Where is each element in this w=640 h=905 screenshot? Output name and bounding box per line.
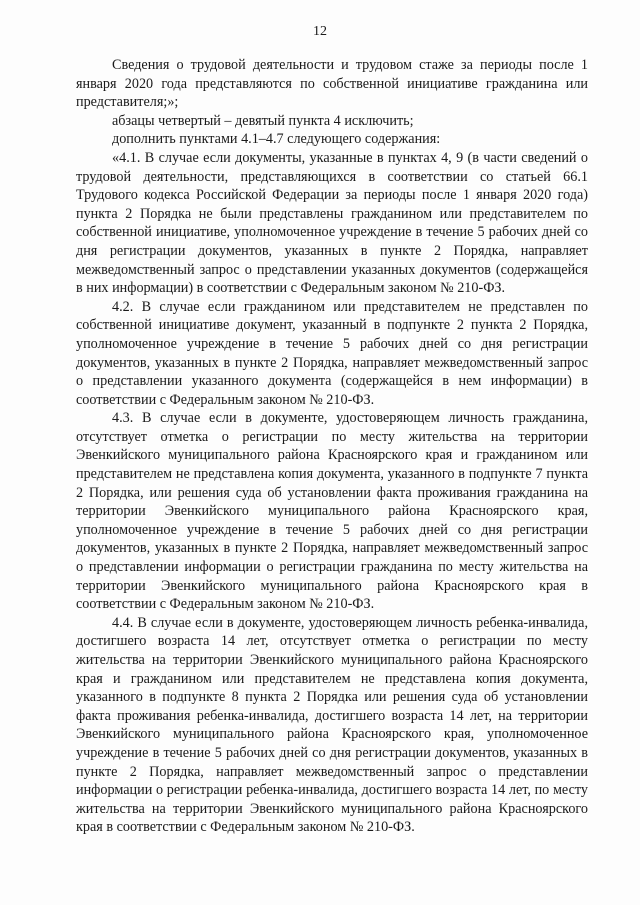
paragraph-work-history-info: Сведения о трудовой деятельности и трудовом стаже за периоды после 1 января 2020 года представляются по собственной инициативе гражданина или представителя;»; [76,57,588,111]
page-number: 12 [313,24,327,39]
paragraph-point-4-3: 4.3. В случае если в документе, удостоверяющем личность гражданина, отсутствует отметка о регистрации по месту жительства на территории Эвенкийского муниципального района Красноярского края и гражданином или представителем не представлена копия документа, указанного в подпункте 7 пункта 2 Порядка, или решения суда об установлении факта проживания гражданина на территории Эвенкийского муниципального района Красноярского края, уполномоченное учреждение в течение 5 рабочих дней со дня регистрации документов, указанных в пункте 2 Порядка, направляет межведомственный запрос о представлении информации о регистрации гражданина по месту жительства на территории Эвенкийского муниципального района Красноярского края в соответствии с Федеральным законом № 210-ФЗ. [76,410,588,613]
paragraph-point-4-1: «4.1. В случае если документы, указанные в пунктах 4, 9 (в части сведений о трудовой деятельности, представляющихся в соответствии со статьей 66.1 Трудового кодекса Российской Федерации за периоды после 1 января 2020 года) пункта 2 Порядка не были представлены гражданином или представителем по собственной инициативе, уполномоченное учреждение в течение 5 рабочих дней со дня регистрации документов, указанных в пункте 2 Порядка, направляет межведомственный запрос о представлении указанных документов (содержащейся в них информации) в соответствии с Федеральным законом № 210-ФЗ. [76,149,588,297]
paragraph-add-points: дополнить пунктами 4.1–4.7 следующего содержания: [112,131,441,148]
paragraph-exclude-clauses: абзацы четвертый – девятый пункта 4 исключить; [112,112,414,129]
paragraph-point-4-2: 4.2. В случае если гражданином или представителем не представлен по собственной инициативе документ, указанный в подпункте 2 пункта 2 Порядка, уполномоченное учреждение в течение 5 рабочих дней со дня регистрации документов, указанных в пункте 2 Порядка, направляет межведомственный запрос о представлении указанного документа (содержащейся в нем информации) в соответствии с Федеральным законом № 210-ФЗ. [76,298,588,408]
document-body [76,56,588,837]
paragraph-point-4-4: 4.4. В случае если в документе, удостоверяющем личность ребенка-инвалида, достигшего возраста 14 лет, отсутствует отметка о регистрации по месту жительства на территории Эвенкийского муниципального района Красноярского края и гражданином или представителем не представлена копия документа, указанного в подпункте 8 пункта 2 Порядка или решения суда об установлении факта проживания ребенка-инвалида, достигшего возраста 14 лет, на территории Эвенкийского муниципального района Красноярского края, уполномоченное учреждение в течение 5 рабочих дней со дня регистрации документов, указанных в пункте 2 Порядка, направляет межведомственный запрос о представлении информации о регистрации ребенка-инвалида, достигшего возраста 14 лет, по месту жительства на территории Эвенкийского муниципального района Красноярского края в соответствии с Федеральным законом № 210-ФЗ. [76,614,588,836]
